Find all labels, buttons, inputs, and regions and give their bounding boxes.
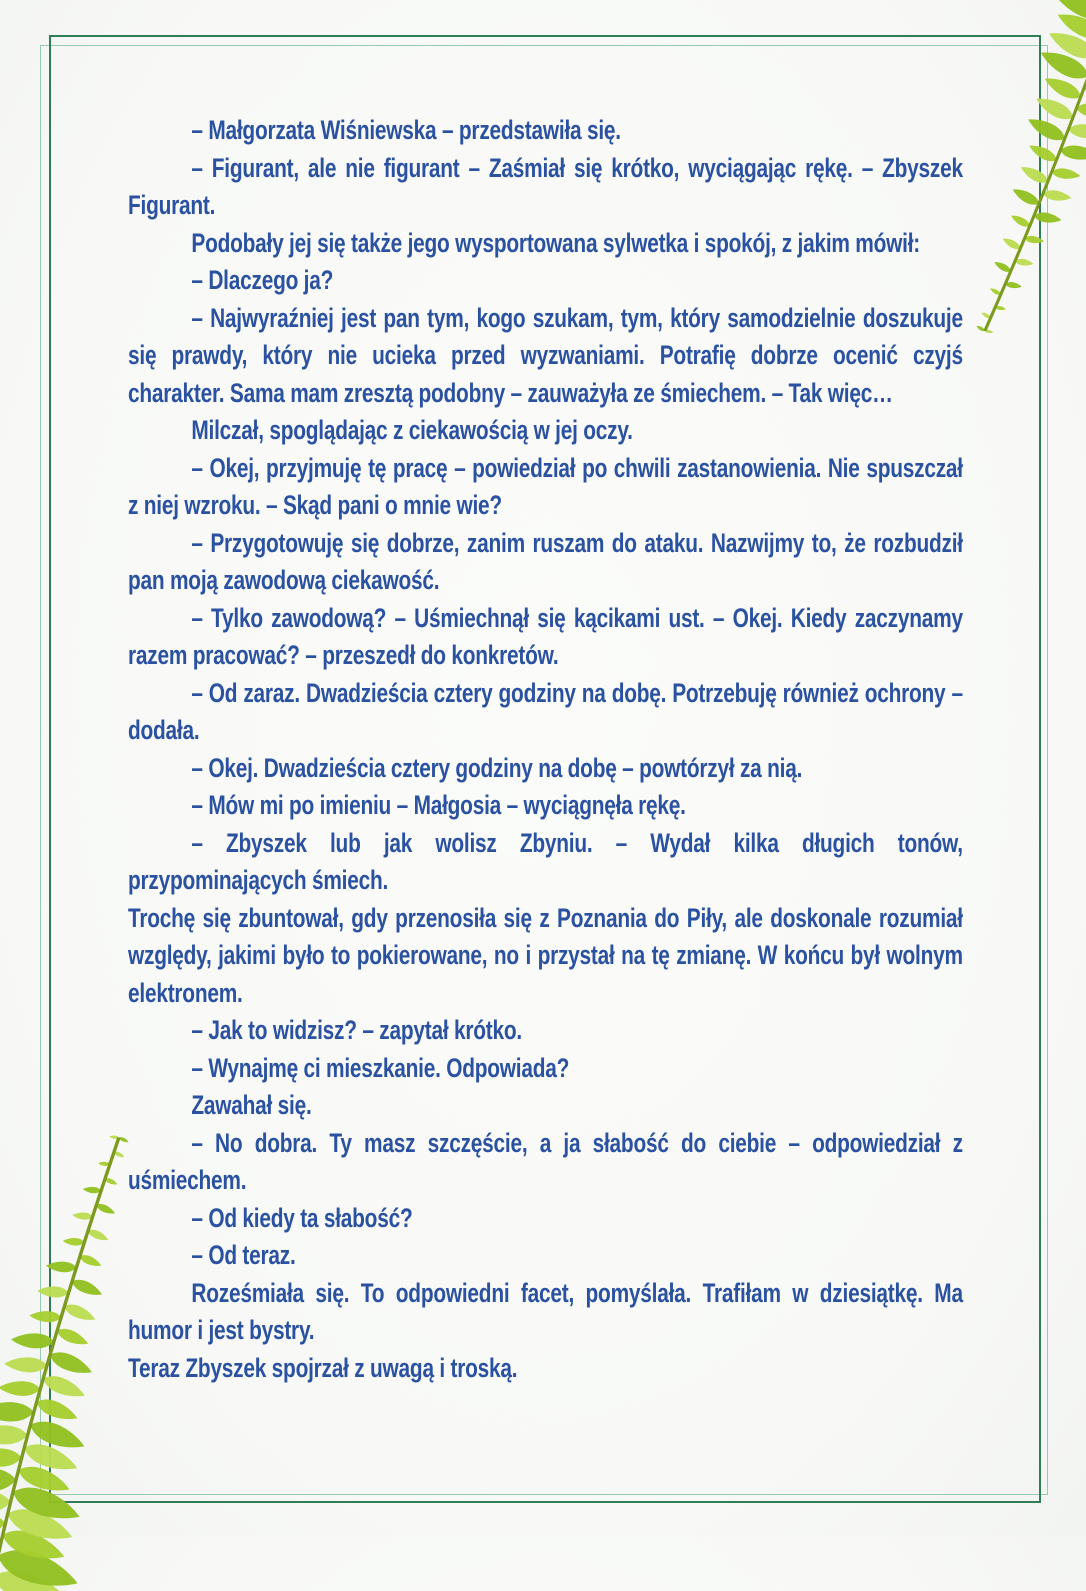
paragraph: – Małgorzata Wiśniewska – przedstawiła się. bbox=[191, 115, 621, 145]
paragraph: – Dlaczego ja? bbox=[191, 265, 334, 295]
paragraph: – Zbyszek lub jak wolisz Zbyniu. – Wydał kilka długich tonów, przypominających śmiech. bbox=[128, 827, 963, 895]
paragraph: Roześmiała się. To odpowiedni facet, pomyślała. Trafiłam w dziesiątkę. Ma humor i jest bystry. bbox=[128, 1277, 963, 1345]
fern-leaf-bottom-left bbox=[0, 1125, 168, 1591]
paragraph: Milczał, spoglądając z ciekawością w jej oczy. bbox=[191, 415, 633, 445]
paragraph: – Mów mi po imieniu – Małgosia – wyciągnęła rękę. bbox=[191, 790, 686, 820]
paragraph: – Figurant, ale nie figurant – Zaśmiał się krótko, wyciągając rękę. – Zbyszek Figurant. bbox=[128, 152, 963, 220]
paragraph: Zawahał się. bbox=[191, 1090, 312, 1120]
paragraph: Trochę się zbuntował, gdy przenosiła się z Poznania do Piły, ale doskonale rozumiał względy, jakimi było to pokierowane, no i przystał na tę zmianę. W końcu był wolnym elektronem. bbox=[128, 902, 963, 1008]
paragraph: Teraz Zbyszek spojrzał z uwagą i troską. bbox=[128, 1352, 518, 1383]
paragraph: – Jak to widzisz? – zapytał krótko. bbox=[191, 1015, 522, 1045]
paragraph: – Wynajmę ci mieszkanie. Odpowiada? bbox=[191, 1052, 570, 1083]
paragraph: Podobały jej się także jego wysportowana sylwetka i spokój, z jakim mówił: bbox=[191, 227, 921, 258]
paragraph: – Od zaraz. Dwadzieścia cztery godziny na dobę. Potrzebuję również ochrony – dodała. bbox=[128, 677, 963, 745]
paragraph: – Tylko zawodową? – Uśmiechnął się kącikami ust. – Okej. Kiedy zaczynamy razem pracować? – przeszedł do konkretów. bbox=[128, 602, 963, 670]
text-block bbox=[128, 112, 963, 1387]
paragraph: – No dobra. Ty masz szczęście, a ja słabość do ciebie – odpowiedział z uśmiechem. bbox=[128, 1127, 963, 1195]
paragraph: – Przygotowuję się dobrze, zanim ruszam do ataku. Nazwijmy to, że rozbudził pan moją zawodową ciekawość. bbox=[128, 527, 963, 595]
paragraph: – Od kiedy ta słabość? bbox=[191, 1202, 413, 1233]
fern-leaf-top-right bbox=[945, 0, 1086, 350]
paragraph: – Okej. Dwadzieścia cztery godziny na dobę – powtórzył za nią. bbox=[191, 752, 803, 783]
paragraph: – Od teraz. bbox=[191, 1240, 296, 1270]
paragraph: – Najwyraźniej jest pan tym, kogo szukam, tym, który samodzielnie doszukuje się prawdy, który nie ucieka przed wyzwaniami. Potrafię dobrze ocenić czyjś charakter. Sama mam zresztą podobny – zauważyła ze śmiechem. – Tak więc… bbox=[128, 302, 963, 408]
paragraph: – Okej, przyjmuję tę pracę – powiedział po chwili zastanowienia. Nie spuszczał z niej wzroku. – Skąd pani o mnie wie? bbox=[128, 452, 963, 520]
